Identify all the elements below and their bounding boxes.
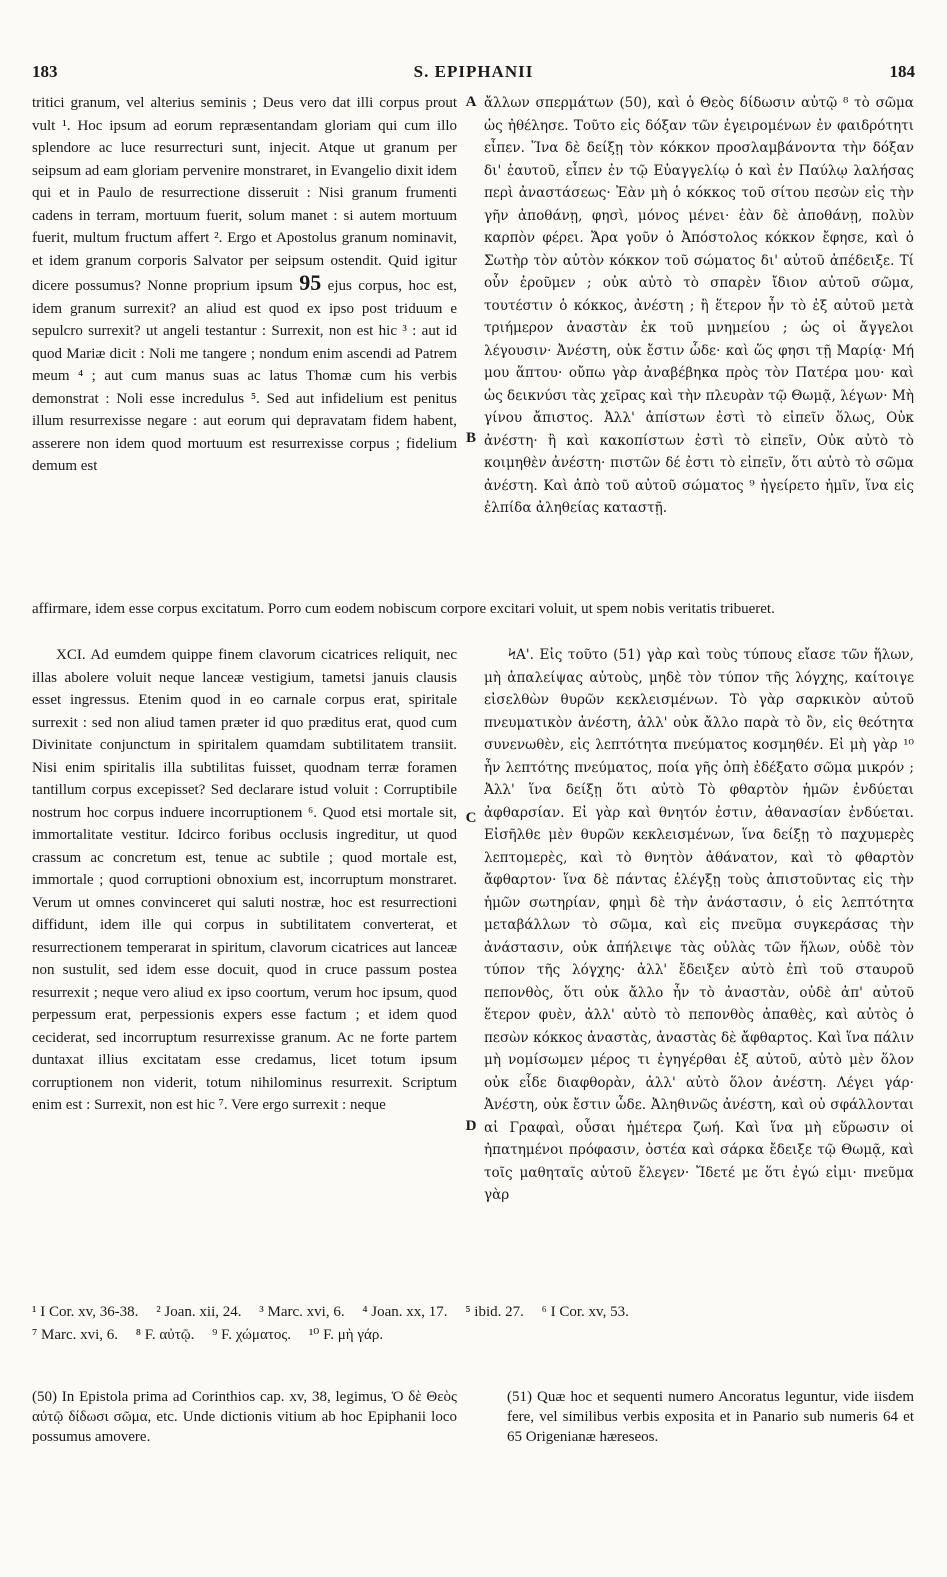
footnotes-line-2 bbox=[32, 1324, 914, 1346]
margin-letter-b: B bbox=[465, 430, 476, 446]
footnote-6: ⁶ I Cor. xv, 53. bbox=[541, 1304, 629, 1320]
footnotes-line-1 bbox=[32, 1301, 914, 1323]
latin-column-section-1 bbox=[32, 92, 457, 478]
running-title: S. EPIPHANII bbox=[413, 62, 534, 81]
latin-text-part-1: tritici granum, vel alterius seminis ; Deus vero dat illi corpus prout vult ¹. Hoc ipsum ad eorum repræsentandam gloriam qui cum illo splendore ac luce resurrecturi sunt, injecit. Atque ut granum per seipsum ad eam gloriam pervenire monstraret, in Evangelio dixit idem qui et in Paulo de resurrectione disseruit : Nisi granum frumenti cadens in terram, mortuum fuerit, solum manet : si autem mortuum fuerit, multum fructum affert ². Ergo et Apostolus granum nominavit, et idem granum corporis Salvator per seipsum ostendit. Quid igitur dicere possumus? Nonne proprium ipsum bbox=[32, 95, 457, 294]
footnote-9: ⁹ F. χώματος. bbox=[212, 1327, 292, 1343]
margin-letter-c: C bbox=[465, 810, 477, 826]
column-number-95: 95 bbox=[299, 270, 322, 295]
footnote-7: ⁷ Marc. xvi, 6. bbox=[32, 1327, 119, 1343]
footnote-3: ³ Marc. xvi, 6. bbox=[259, 1304, 345, 1320]
page-number-right: 184 bbox=[889, 62, 915, 81]
latin-text-part-2: ejus corpus, hoc est, idem granum surrexit? an aliud est quod ex ipso post triduum e sepulcro surrexit? ut angeli testantur : Surrexit, non est hic ³ : aut id quod Mariæ dicit : Noli me tangere ; nondum enim ascendi ad Patrem meum ⁴ ; aut cum manus suas ac latus Thomæ cum his verbis demonstrat : Noli esse incredulus ⁵. Sed aut infidelium est penitus illum resurrexisse negare : aut eorum qui depravatam fidem habent, asserere non idem quod mortuum est resurrexisse corpus ; fidelium demum est bbox=[32, 278, 457, 474]
footnote-8: ⁸ F. αὐτῷ. bbox=[135, 1327, 195, 1343]
footnote-10: ¹⁰ F. μὴ γάρ. bbox=[308, 1327, 384, 1343]
footnote-5: ⁵ ibid. 27. bbox=[465, 1304, 524, 1320]
latin-column-section-2: XCI. Ad eumdem quippe finem clavorum cicatrices reliquit, nec illas abolere voluit neque lanceæ vestigium, tametsi januis clausis esset ingressus. Etenim quod in eo carnale corpus erat, spiritale surrexit : sed non aliud tamen præter id quo præditus erat, quod cum Divinitate conjunctum in spiritalem quamdam subtilitatem transiit. Nisi enim spiritalis illa subtilitas fuisset, quodnam terræ foramen tantillum corpus excepisset? Sed declarare istud voluit : Corruptibile nostrum hoc corpus induere incorruptionem ⁶. Quod etsi mortale sit, immortalitate vestitur. Idcirco foribus occlusis ingreditur, ut quod crassum ac concretum est, tenue ac subtile ; quod mortale est, immortale ; quod corruptioni obnoxium est, incorruptum monstraret. Verum ut omnes convinceret qui saluti nostræ, hoc est resurrectioni diffidunt, idem ille qui corpus in subtilitatem converterat, et resurrectionem temperarat in spiritum, clavorum cicatrices aut lanceæ non sustulit, sed idem esse docuit, quod in cruce passum postea resurrexit ; neque vero aliud ex ipso coortum, verum hoc ipsum, quod perpessum erat, perpessionis expers esse factum ; et idem quod ceciderat, sed incorruptum resurrexisse granum. Ac ne forte partem duntaxat illius excitatam esse credamus, licet totum ipsum corruptionem non viderit, totum nihilominus resurrexit. Scriptum enim est : Surrexit, non est hic ⁷. Vere ergo surrexit : neque bbox=[32, 647, 457, 1113]
full-width-line: affirmare, idem esse corpus excitatum. Porro cum eodem nobiscum corpore excitari voluit, ut spem nobis veritatis tribueret. bbox=[32, 601, 775, 617]
page-header bbox=[32, 62, 915, 88]
greek-column-section-2: ϞΑ'. Εἰς τοῦτο (51) γὰρ καὶ τοὺς τύπους εἴασε τῶν ἥλων, μὴ ἀπαλείψας αὐτοὺς, μηδὲ τὸν τύπον τῆς λόγχης, καίτοιγε εἰσελθὼν θυρῶν κεκλεισμένων. Τὸ γὰρ σαρκικὸν αὐτοῦ πνευματικὸν ἀνέστη, ἀλλ' οὐκ ἄλλο παρὰ τὸ ὂν, εἰς θεότητα συνενωθὲν, εἰς λεπτότητα πνεύματος κοσμηθέν. Εἰ μὴ γὰρ ¹⁰ ἦν λεπτότης πνεύματος, ποία γῆς ὀπὴ ἐδέξατο σῶμα μικρόν ; Ἀλλ' ἵνα δείξῃ ὅτι αὐτὸ Τὸ φθαρτὸν ἡμῶν ἐνδύεται ἀφθαρσίαν. Εἰ γὰρ καὶ θνητόν ἐστιν, ἀθανασίαν ἐνδύεται. Εἰσῆλθε μὲν θυρῶν κεκλεισμένων, ἵνα δείξῃ τὸ παχυμερὲς λεπτομερὲς, καὶ τὸ θνητὸν ἀθάνατον, καὶ τὸ φθαρτὸν ἄφθαρτον· ἵνα δὲ πάντας ἐλέγξῃ τοὺς ἀπιστοῦντας εἰς τὴν ἡμῶν σωτηρίαν, φημὶ δὲ τὴν ἀνάστασιν, ὁ εἰς λεπτότητα μεταβάλλων τὸ σῶμα, καὶ εἰς πνεῦμα συγκεράσας τὴν ἀνάστασιν, οὐκ ἀπήλειψε τὰς οὐλὰς τῶν ἥλων, οὐδὲ τὸν τύπον τῆς λόγχης· ἀλλ' ἔδειξεν αὐτὸ ἐπὶ τοῦ σταυροῦ πεπονθὸς, ὅτι οὐκ ἄλλο ἦν τὸ ἀναστὰν, οὐδὲ ἀπ' αὐτοῦ ἕτερον φυὲν, ἀλλ' αὐτὸ τὸ πεπονθὸς ἀπαθὲς, καὶ αὐτὸς ὁ πεσὼν κόκκος ἀναστὰς, ἀναστὰς δὲ ἄφθαρτος. Καὶ ἵνα πάλιν μὴ νομίσωμεν μέρος τι ἐγηγέρθαι ἐξ αὐτοῦ, αὐτὸ μὲν ὅλον οὐκ εἶδε διαφθορὰν, ἀλλ' αὐτὸ ὅλον ἀνέστη. Λέγει γάρ· Ἀνέστη, οὐκ ἔστιν ὧδε. Ἀληθινῶς ἀνέστη, καὶ οὐ σφάλλονται αἱ Γραφαὶ, οὖσαι ἡμέτερα ζωή. Καὶ ἵνα μὴ εὕρωσιν οἱ ἠπατημένοι πρόφασιν, ὀστέα καὶ σάρκα ἔδειξε τῷ Θωμᾷ, καὶ τοῖς μαθηταῖς αὐτοῦ ἔλεγεν· Ἴδετέ με ὅτι ἐγώ εἰμι· πνεῦμα γὰρ bbox=[484, 647, 914, 1203]
footnote-1: ¹ I Cor. xv, 36-38. bbox=[32, 1304, 139, 1320]
page-number-left: 183 bbox=[32, 62, 58, 81]
footnote-4: ⁴ Joan. xx, 17. bbox=[362, 1304, 448, 1320]
editor-note-50: (50) In Epistola prima ad Corinthios cap. xv, 38, legimus, Ὁ δὲ Θεὸς αὐτῷ δίδωσι σῶμα, etc. Unde dictionis vitium ab hoc Epiphanii loco possumus amovere. bbox=[32, 1389, 457, 1445]
greek-column-section-1: ἄλλων σπερμάτων (50), καὶ ὁ Θεὸς δίδωσιν αὐτῷ ⁸ τὸ σῶμα ὡς ἠθέλησε. Τοῦτο εἰς δόξαν τῶν ἐγειρομένων ἐν φαιδρότητι εἶπεν. Ἵνα δὲ δείξῃ τὸν κόκκον προσλαμβάνοντα τὴν δόξαν δι' ἑαυτοῦ, εἶπεν ἐν τῷ Εὐαγγελίῳ ὁ καὶ ἐν Παύλῳ λαλήσας περὶ ἀναστάσεως· Ἐὰν μὴ ὁ κόκκος τοῦ σίτου πεσὼν εἰς τὴν γῆν ἀποθάνῃ, φησὶ, μόνος μένει· ἐὰν δὲ ἀποθάνῃ, πολὺν καρπὸν φέρει. Ἄρα γοῦν ὁ Ἀπόστολος κόκκον ἔφησε, καὶ ὁ Σωτὴρ τὸν αὐτὸν κόκκον τοῦ σώματος δι' αὐτοῦ ἀπέδειξε. Τί οὖν ἐροῦμεν ; οὐκ αὐτὸ τὸ σπαρὲν ἴδιον αὐτοῦ σῶμα, τουτέστιν ὁ κόκκος, ἀνέστη ; ἢ ἕτερον ἦν τὸ ἐξ αὐτοῦ μετὰ τριήμερον ἀναστὰν ἐκ τοῦ μνημείου ; ὡς οἱ ἄγγελοι λέγουσιν· Ἀνέστη, οὐκ ἔστιν ὧδε· καὶ ὥς φησι τῇ Μαρίᾳ· Μή μου ἅπτου· οὔπω γὰρ ἀναβέβηκα πρὸς τὸν Πατέρα μου· καὶ ὡς δεικνύσι τὰς χεῖρας καὶ τὴν πλευρὰν τῷ Θωμᾷ, λέγων· Μὴ γίνου ἄπιστος. Ἀλλ' ἀπίστων ἐστὶ τὸ εἰπεῖν ὅλως, Οὐκ ἀνέστη· ἢ καὶ κακοπίστων ἐστὶ τὸ εἰπεῖν, Οὐκ αὐτὸ τὸ κοιμηθὲν ἀνέστη· πιστῶν δέ ἐστι τὸ εἰπεῖν, ὅτι αὐτὸ τὸ σῶμα ἀνέστη. Καὶ ἀπὸ τοῦ αὐτοῦ σώματος ⁹ ἠγείρετο ἡμῖν, ἵνα εἰς ἐλπίδα ἀληθείας καταστῇ. bbox=[484, 95, 914, 516]
editor-note-51: (51) Quæ hoc et sequenti numero Ancoratus leguntur, vide iisdem fere, vel similibus verbis exposita et in Panario sub numeris 64 et 65 Origenianæ hæreseos. bbox=[507, 1389, 914, 1445]
footnote-2: ² Joan. xii, 24. bbox=[156, 1304, 242, 1320]
margin-letter-a: A bbox=[465, 94, 477, 110]
margin-letter-d: D bbox=[465, 1118, 477, 1134]
